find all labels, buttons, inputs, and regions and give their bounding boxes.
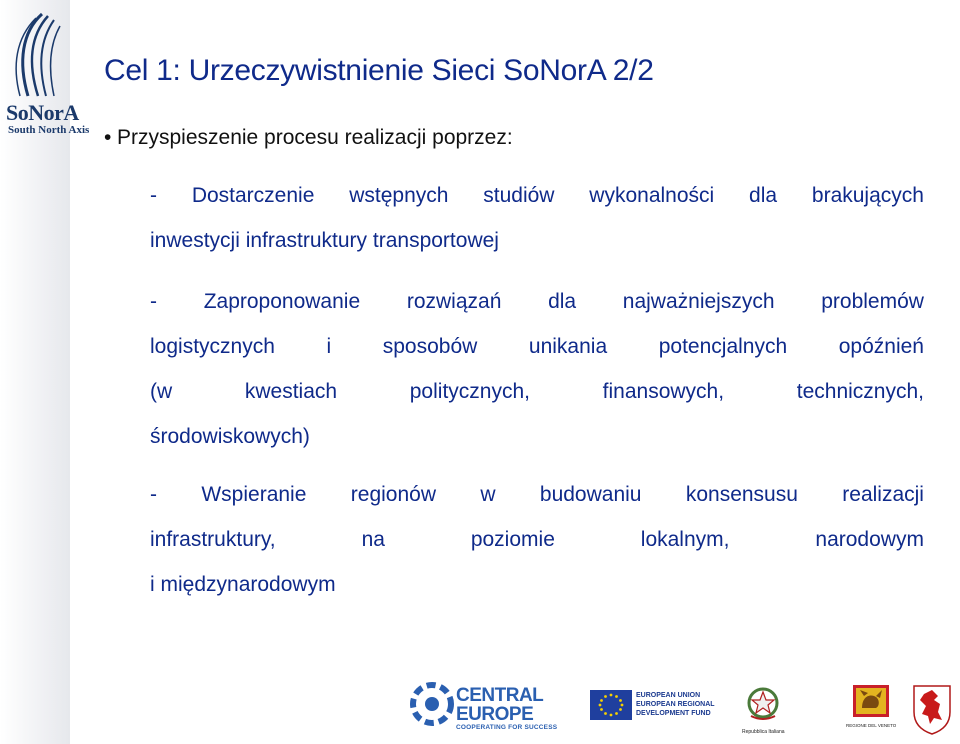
word: narodowym [815,528,924,551]
word: lokalnym, [640,528,730,551]
griffin-crest-icon [910,682,954,736]
word: technicznych, [796,380,924,403]
word: infrastruktury, [150,528,276,551]
word: inwestycji infrastruktury transportowej [150,229,499,252]
text-line [150,425,924,453]
word: finansowych, [602,380,725,403]
central-europe-star-icon [410,682,454,726]
word: rozwiązań [406,290,502,313]
veneto-logo [846,684,896,728]
word: środowiskowych) [150,425,310,448]
text-line [150,528,924,556]
footer-logos [404,682,960,742]
word: Wspieranie [201,483,307,506]
word: dla [749,184,778,207]
bullet-text: Przyspieszenie procesu realizacji poprzez: [117,126,513,149]
eu-logo-text [636,692,715,718]
word: logistycznych [150,335,275,358]
bullet-intro [104,126,513,150]
word: studiów [483,184,555,207]
eu-line-3: DEVELOPMENT FUND [636,709,711,717]
text-line [150,483,924,511]
text-line [150,335,924,363]
slide-title: Cel 1: Urzeczywistnienie Sieci SoNorA 2/2 [104,54,654,87]
italy-caption: Repubblica Italiana [742,729,785,735]
word: kwestiach [244,380,338,403]
text-line [150,380,924,408]
text-line [150,290,924,318]
word: - [150,483,157,506]
word: budowaniu [539,483,642,506]
word: poziomie [470,528,555,551]
italy-emblem [742,684,785,735]
word: wstępnych [349,184,449,207]
word: politycznych, [409,380,530,403]
word: Zaproponowanie [203,290,361,313]
word: problemów [821,290,924,313]
word: regionów [350,483,436,506]
veneto-lion-icon [852,684,890,718]
word: - [150,184,157,207]
word: dla [548,290,577,313]
logo-name: SoNorA [6,100,79,125]
word: w [480,483,496,506]
sonora-swoosh-icon [8,10,72,102]
word: brakujących [811,184,924,207]
text-line [150,573,924,601]
eu-line-2: EUROPEAN REGIONAL [636,700,715,708]
central-europe-logo [456,686,557,732]
word: Dostarczenie [191,184,315,207]
word: i [326,335,332,358]
word: konsensusu [685,483,798,506]
word: na [361,528,385,551]
word: wykonalności [589,184,715,207]
word: - [150,290,157,313]
word: unikania [528,335,608,358]
sonora-logo [0,8,90,136]
ce-line-2: EUROPE [456,704,534,725]
word: (w [150,380,173,403]
eu-line-1: EUROPEAN UNION [636,692,701,699]
veneto-caption: REGIONE DEL VENETO [846,723,897,728]
logo-tagline: South North Axis [8,124,90,136]
text-line [150,229,924,257]
word: potencjalnych [658,335,788,358]
bullet-symbol: • [104,126,112,149]
eu-flag-icon [590,690,632,720]
italy-emblem-icon [743,684,783,724]
word: najważniejszych [622,290,775,313]
word: realizacji [842,483,924,506]
word: i międzynarodowym [150,573,336,596]
ce-line-3: COOPERATING FOR SUCCESS [456,724,558,731]
text-line [150,184,924,212]
word: sposobów [382,335,478,358]
word: opóźnień [838,335,924,358]
ce-line-1: CENTRAL [456,685,544,706]
